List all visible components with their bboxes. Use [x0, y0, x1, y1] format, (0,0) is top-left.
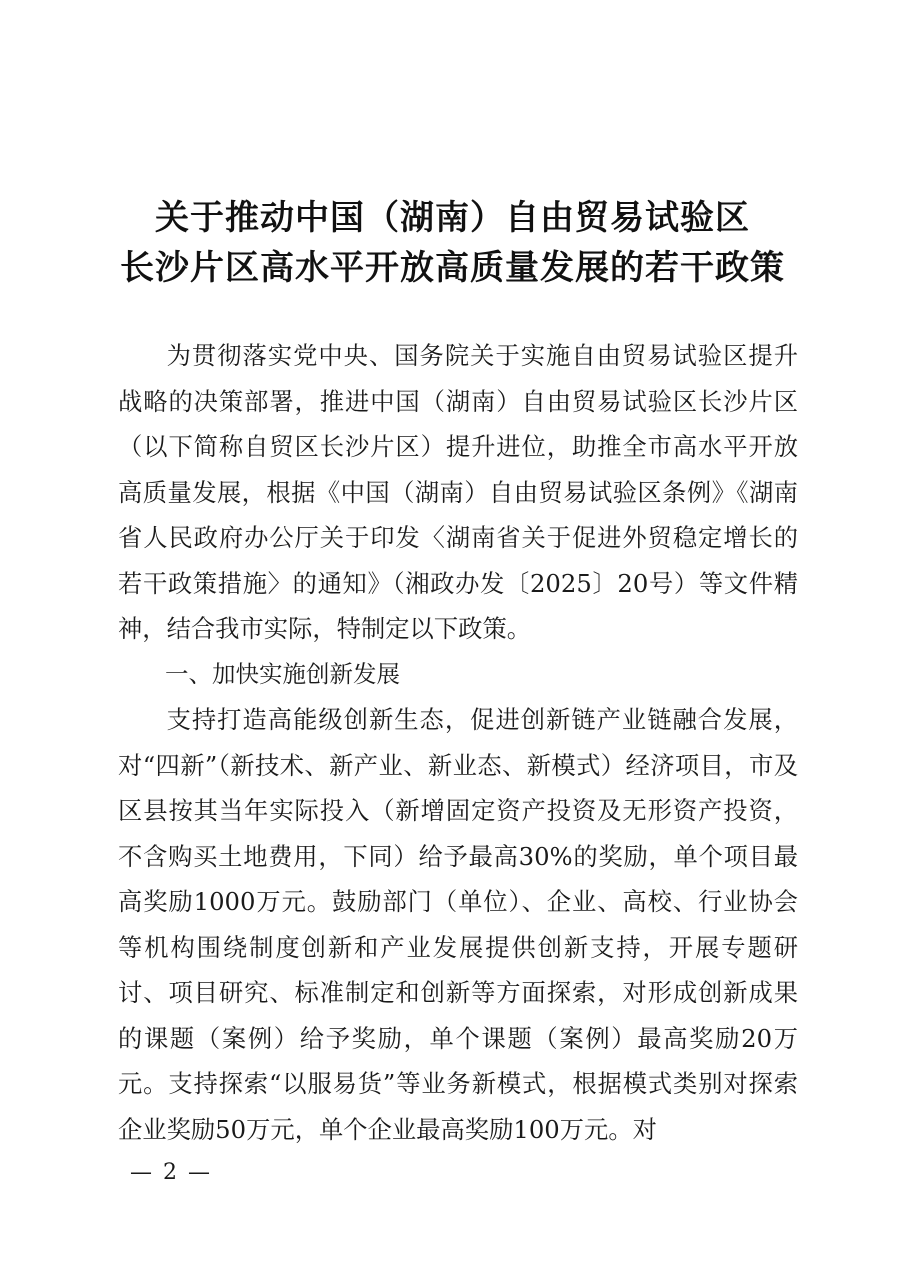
document-title-line-1: 关于推动中国（湖南）自由贸易试验区 [155, 198, 750, 238]
section-heading: 一、加快实施创新发展 [165, 659, 400, 688]
document-body [118, 333, 798, 1152]
document-title-line-2: 长沙片区高水平开放高质量发展的若干政策 [120, 248, 785, 288]
preamble-paragraph: 为贯彻落实党中央、国务院关于实施自由贸易试验区提升战略的决策部署，推进中国（湖南）自由贸易试验区长沙片区（以下简称自贸区长沙片区）提升进位，助推全市高水平开放高质量发展，根据《中国（湖南）自由贸易试验区条例》《湖南省人民政府办公厅关于印发〈湖南省关于促进外贸稳定增长的若干政策措施〉的通知》（湘政办发〔2025〕20号）等文件精神，结合我市实际，特制定以下政策。 [118, 341, 798, 643]
policy-paragraph: 支持打造高能级创新生态，促进创新链产业链融合发展，对“四新”（新技术、新产业、新业态、新模式）经济项目，市及区县按其当年实际投入（新增固定资产投资及无形资产投资，不含购买土地费用，下同）给予最高30%的奖励，单个项目最高奖励1000万元。鼓励部门（单位）、企业、高校、行业协会等机构围绕制度创新和产业发展提供创新支持，开展专题研讨、项目研究、标准制定和创新等方面探索，对形成创新成果的课题（案例）给予奖励，单个课题（案例）最高奖励20万元。支持探索“以服易货”等业务新模式，根据模式类别对探索企业奖励50万元，单个企业最高奖励100万元。对 [118, 705, 798, 1144]
page-number: — 2 — [130, 1160, 212, 1185]
